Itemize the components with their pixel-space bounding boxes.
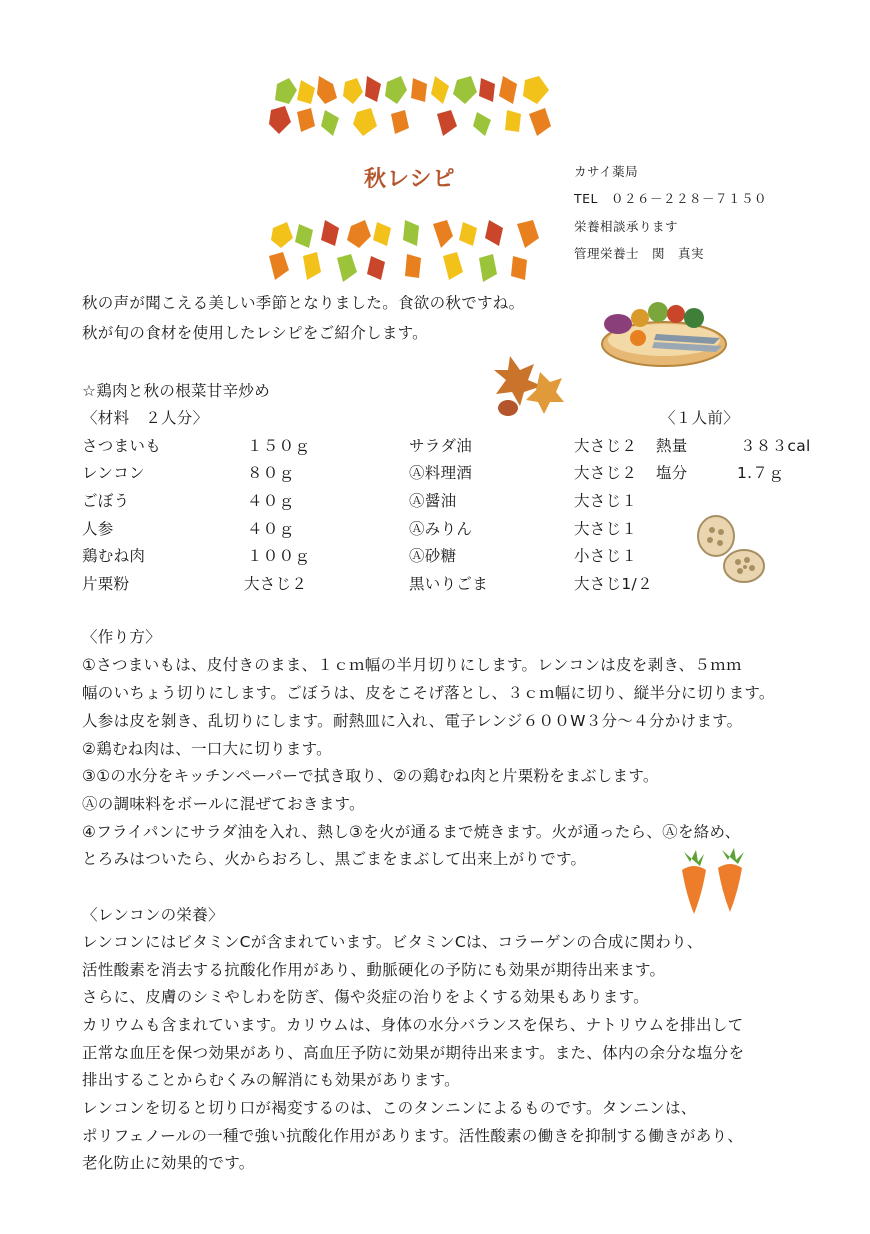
ingredient-name: 片栗粉 [82, 575, 130, 593]
ingredient-amount: 大さじ２ [574, 464, 638, 482]
method-heading: 〈作り方〉 [82, 628, 162, 646]
nutrition-label: 塩分 [656, 464, 688, 482]
lotus-root-illustration [694, 512, 770, 586]
method-line: ③①の水分をキッチンペーパーで拭き取り、②の鶏むね肉と片栗粉をまぶします。 [82, 767, 659, 785]
lotus-nutrition-heading: 〈レンコンの栄養〉 [82, 906, 224, 924]
method-line: とろみはついたら、火からおろし、黒ごまをまぶして出来上がりです。 [82, 850, 587, 868]
nutrition-line: 排出することからむくみの解消にも効果があります。 [82, 1071, 460, 1089]
phone-number: TEL ０２６－２２８－７１５０ [574, 191, 767, 206]
autumn-leaves-banner-top [267, 74, 554, 142]
nutrition-value: 1.７ｇ [737, 464, 784, 482]
method-line: ②鶏むね肉は、一口大に切ります。 [82, 740, 332, 758]
ingredient-name: Ⓐ料理酒 [409, 464, 473, 482]
ingredient-name: 人参 [82, 520, 114, 538]
method-line: 幅のいちょう切りにします。ごぼうは、皮をこそげ落とし、３ｃｍ幅に切り、縦半分に切ります。 [82, 684, 775, 702]
carrots-illustration [676, 848, 750, 916]
recipe-name: ☆鶏肉と秋の根菜甘辛炒め [82, 382, 270, 400]
consult-note: 栄養相談承ります [574, 219, 679, 234]
autumn-leaves-banner-bottom [267, 216, 554, 284]
ingredient-name: Ⓐ醤油 [409, 492, 457, 510]
autumn-food-basket-illustration [598, 292, 730, 370]
nutrition-line: カリウムも含まれています。カリウムは、身体の水分バランスを保ち、ナトリウムを排出して [82, 1016, 744, 1034]
materials-heading: 〈材料 ２人分〉 [82, 409, 209, 427]
ingredient-amount: 大さじ1/２ [574, 575, 653, 593]
nutrition-line: 老化防止に効果的です。 [82, 1154, 255, 1172]
dietitian-name: 管理栄養士 関 真実 [574, 246, 705, 261]
nutrition-line: レンコンを切ると切り口が褐変するのは、このタンニンによるものです。タンニンは、 [82, 1099, 697, 1117]
ingredient-name: ごぼう [82, 492, 130, 510]
ingredient-amount: ８０ｇ [247, 464, 295, 482]
page-title: 秋レシピ [364, 167, 456, 192]
ingredient-amount: 大さじ２ [574, 437, 638, 455]
ingredient-name: 鶏むね肉 [82, 547, 146, 565]
nutrition-line: 正常な血圧を保つ効果があり、高血圧予防に効果が期待出来ます。また、体内の余分な塩分を [82, 1044, 745, 1062]
method-line: ④フライパンにサラダ油を入れ、熱し③を火が通るまで焼きます。火が通ったら、Ⓐを絡め、 [82, 823, 741, 841]
ingredient-amount: ４０ｇ [247, 492, 295, 510]
ingredient-amount: ４０ｇ [247, 520, 295, 538]
intro-line: 秋が旬の食材を使用したレシピをご紹介します。 [82, 324, 428, 342]
nutrition-label: 熱量 [656, 437, 688, 455]
intro-line: 秋の声が聞こえる美しい季節となりました。食欲の秋ですね。 [82, 294, 525, 312]
ingredient-amount: 大さじ１ [574, 492, 638, 510]
nutrition-line: レンコンにはビタミンCが含まれています。ビタミンCは、コラーゲンの合成に関わり、 [82, 933, 703, 951]
ingredient-amount: １５０ｇ [247, 437, 311, 455]
ingredient-name: レンコン [82, 464, 145, 482]
nutrition-line: さらに、皮膚のシミやしわを防ぎ、傷や炎症の治りをよくする効果もあります。 [82, 988, 649, 1006]
ingredient-amount: １００ｇ [247, 547, 311, 565]
ingredient-amount: 小さじ１ [574, 547, 638, 565]
maple-leaves-illustration [490, 352, 568, 422]
ingredient-name: さつまいも [82, 437, 162, 455]
nutrition-line: 活性酸素を消去する抗酸化作用があり、動脈硬化の予防にも効果が期待出来ます。 [82, 961, 666, 979]
nutrition-heading: 〈１人前〉 [660, 409, 740, 427]
method-line: 人参は皮を剝き、乱切りにします。耐熱皿に入れ、電子レンジ６００W３分～４分かけます。 [82, 712, 743, 730]
ingredient-name: Ⓐ砂糖 [409, 547, 457, 565]
nutrition-value: ３８３cal [740, 437, 811, 455]
ingredient-name: 黒いりごま [409, 575, 489, 593]
ingredient-name: サラダ油 [409, 437, 473, 455]
shop-name: カサイ薬局 [574, 164, 639, 179]
ingredient-amount: 大さじ２ [244, 575, 308, 593]
nutrition-line: ポリフェノールの一種で強い抗酸化作用があります。活性酸素の働きを抑制する働きがあり、 [82, 1127, 744, 1145]
ingredient-amount: 大さじ１ [574, 520, 638, 538]
ingredient-name: Ⓐみりん [409, 520, 473, 538]
method-line: Ⓐの調味料をボールに混ぜておきます。 [82, 795, 365, 813]
method-line: ①さつまいもは、皮付きのまま、１ｃｍ幅の半月切りにします。レンコンは皮を剥き、５ｍｍ [82, 656, 742, 674]
